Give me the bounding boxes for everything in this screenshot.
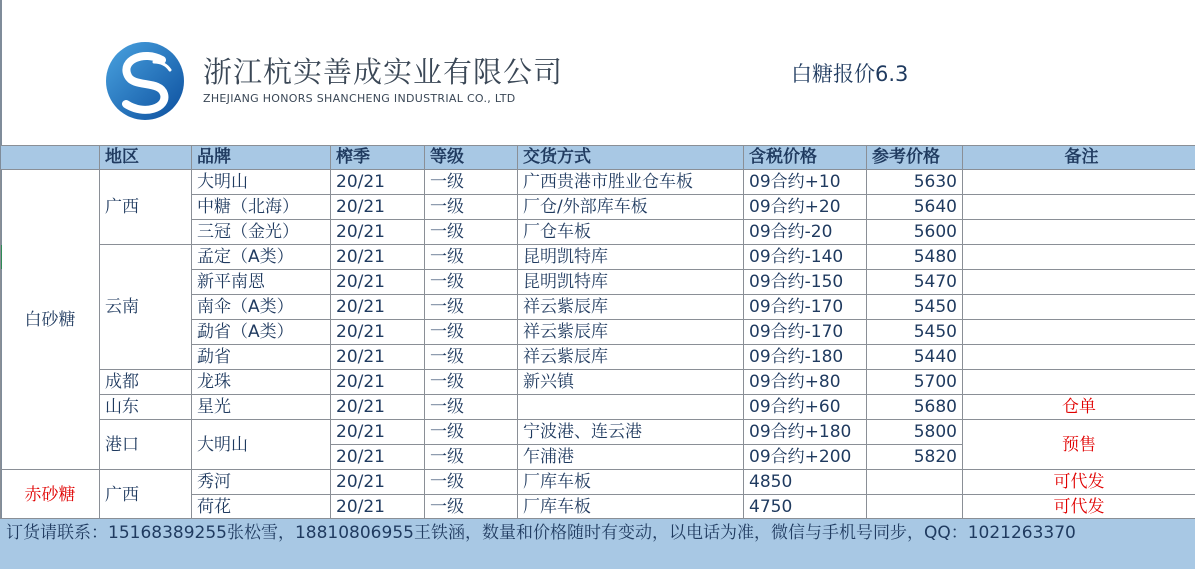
grade-cell: 一级	[425, 470, 518, 495]
grade-cell: 一级	[425, 445, 518, 470]
brand-cell: 龙珠	[192, 370, 331, 395]
swirl-logo-icon	[104, 40, 186, 122]
delivery-cell: 昆明凯特库	[518, 245, 744, 270]
remark-cell	[963, 320, 1195, 345]
remark-cell: 预售	[963, 420, 1195, 470]
ref-price-cell: 5440	[867, 345, 963, 370]
brand-cell: 秀河	[192, 470, 331, 495]
tax-price-cell: 09合约-140	[744, 245, 867, 270]
brand-cell: 大明山	[192, 170, 331, 195]
ref-price-cell: 5630	[867, 170, 963, 195]
brand-cell: 勐省（A类）	[192, 320, 331, 345]
ref-price-cell: 5450	[867, 320, 963, 345]
column-header: 地区	[100, 146, 192, 170]
tax-price-cell: 09合约-150	[744, 270, 867, 295]
region-cell: 成都	[100, 370, 192, 395]
tax-price-cell: 09合约-170	[744, 295, 867, 320]
contact-text: 订货请联系：15168389255张松雪，18810806955王铁涵，数量和价格随时有变动，以电话为准，微信与手机号同步，QQ：1021263370	[6, 523, 1076, 543]
ref-price-cell: 5800	[867, 420, 963, 445]
grade-cell: 一级	[425, 170, 518, 195]
tax-price-cell: 09合约+10	[744, 170, 867, 195]
region-cell: 云南	[100, 245, 192, 370]
region-cell: 广西	[100, 170, 192, 245]
ref-price-cell: 5640	[867, 195, 963, 220]
remark-cell	[963, 195, 1195, 220]
table-row	[1, 370, 1195, 395]
ref-price-cell: 5820	[867, 445, 963, 470]
tax-price-cell: 09合约+80	[744, 370, 867, 395]
brand-cell: 南伞（A类）	[192, 295, 331, 320]
season-cell: 20/21	[331, 470, 425, 495]
delivery-cell: 祥云紫辰库	[518, 295, 744, 320]
column-header: 备注	[963, 146, 1195, 170]
column-header: 交货方式	[518, 146, 744, 170]
grade-cell: 一级	[425, 245, 518, 270]
grade-cell: 一级	[425, 495, 518, 520]
ref-price-cell: 5450	[867, 295, 963, 320]
remark-cell: 可代发	[963, 470, 1195, 495]
grade-cell: 一级	[425, 195, 518, 220]
tax-price-cell: 09合约+180	[744, 420, 867, 445]
delivery-cell: 祥云紫辰库	[518, 320, 744, 345]
season-cell: 20/21	[331, 445, 425, 470]
table-row	[1, 245, 1195, 270]
season-cell: 20/21	[331, 370, 425, 395]
tax-price-cell: 09合约+20	[744, 195, 867, 220]
region-cell: 广西	[100, 470, 192, 520]
remark-cell	[963, 170, 1195, 195]
grade-cell: 一级	[425, 395, 518, 420]
remark-cell	[963, 245, 1195, 270]
delivery-cell: 广西贵港市胜业仓车板	[518, 170, 744, 195]
column-header: 榨季	[331, 146, 425, 170]
season-cell: 20/21	[331, 195, 425, 220]
quote-title: 白糖报价6.3	[791, 62, 909, 86]
column-header: 等级	[425, 146, 518, 170]
tax-price-cell: 4750	[744, 495, 867, 520]
remark-cell	[963, 270, 1195, 295]
tax-price-cell: 4850	[744, 470, 867, 495]
grade-cell: 一级	[425, 295, 518, 320]
grade-cell: 一级	[425, 320, 518, 345]
remark-cell	[963, 345, 1195, 370]
brand-cell: 勐省	[192, 345, 331, 370]
table-row	[1, 170, 1195, 195]
remark-cell	[963, 220, 1195, 245]
column-header: 含税价格	[744, 146, 867, 170]
tax-price-cell: 09合约+60	[744, 395, 867, 420]
tax-price-cell: 09合约-20	[744, 220, 867, 245]
grade-cell: 一级	[425, 270, 518, 295]
season-cell: 20/21	[331, 245, 425, 270]
tax-price-cell: 09合约+200	[744, 445, 867, 470]
grade-cell: 一级	[425, 370, 518, 395]
company-name-cn: 浙江杭实善成实业有限公司	[203, 55, 564, 89]
season-cell: 20/21	[331, 170, 425, 195]
table-row	[1, 420, 1195, 445]
region-cell: 山东	[100, 395, 192, 420]
price-table	[0, 145, 1195, 520]
region-cell: 港口	[100, 420, 192, 470]
season-cell: 20/21	[331, 295, 425, 320]
ref-price-cell	[867, 495, 963, 520]
ref-price-cell: 5680	[867, 395, 963, 420]
table-header-row	[1, 146, 1195, 170]
tax-price-cell: 09合约-170	[744, 320, 867, 345]
column-header: 参考价格	[867, 146, 963, 170]
remark-cell	[963, 295, 1195, 320]
delivery-cell: 祥云紫辰库	[518, 345, 744, 370]
column-header: 品牌	[192, 146, 331, 170]
delivery-cell: 厂仓车板	[518, 220, 744, 245]
brand-cell: 新平南恩	[192, 270, 331, 295]
remark-cell	[963, 370, 1195, 395]
remark-cell: 可代发	[963, 495, 1195, 520]
grade-cell: 一级	[425, 420, 518, 445]
category-cell: 赤砂糖	[1, 470, 100, 520]
grade-cell: 一级	[425, 220, 518, 245]
ref-price-cell	[867, 470, 963, 495]
brand-cell: 孟定（A类）	[192, 245, 331, 270]
delivery-cell: 乍浦港	[518, 445, 744, 470]
delivery-cell: 新兴镇	[518, 370, 744, 395]
season-cell: 20/21	[331, 420, 425, 445]
letterhead	[0, 0, 1195, 143]
brand-cell: 三冠（金光）	[192, 220, 331, 245]
header-corner	[1, 146, 100, 170]
ref-price-cell: 5600	[867, 220, 963, 245]
ref-price-cell: 5480	[867, 245, 963, 270]
delivery-cell: 厂库车板	[518, 495, 744, 520]
season-cell: 20/21	[331, 395, 425, 420]
season-cell: 20/21	[331, 220, 425, 245]
brand-cell: 荷花	[192, 495, 331, 520]
delivery-cell: 厂仓/外部库车板	[518, 195, 744, 220]
remark-cell: 仓单	[963, 395, 1195, 420]
delivery-cell	[518, 395, 744, 420]
table-row	[1, 395, 1195, 420]
brand-cell: 星光	[192, 395, 331, 420]
brand-cell: 大明山	[192, 420, 331, 470]
company-name-en: ZHEJIANG HONORS SHANCHENG INDUSTRIAL CO., LTD	[203, 92, 516, 105]
ref-price-cell: 5470	[867, 270, 963, 295]
season-cell: 20/21	[331, 270, 425, 295]
grade-cell: 一级	[425, 345, 518, 370]
contact-footer	[0, 518, 1195, 569]
ref-price-cell: 5700	[867, 370, 963, 395]
brand-cell: 中糖（北海）	[192, 195, 331, 220]
season-cell: 20/21	[331, 320, 425, 345]
season-cell: 20/21	[331, 345, 425, 370]
table-row	[1, 470, 1195, 495]
delivery-cell: 昆明凯特库	[518, 270, 744, 295]
tax-price-cell: 09合约-180	[744, 345, 867, 370]
season-cell: 20/21	[331, 495, 425, 520]
delivery-cell: 厂库车板	[518, 470, 744, 495]
category-cell: 白砂糖	[1, 170, 100, 470]
delivery-cell: 宁波港、连云港	[518, 420, 744, 445]
